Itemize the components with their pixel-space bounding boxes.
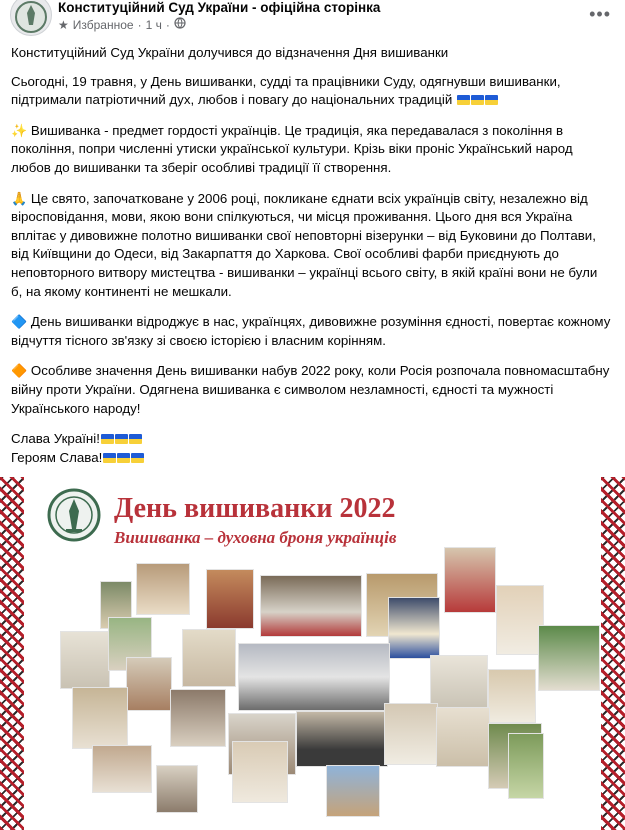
paragraph-5-text: Особливе значення День вишиванки набув 2022 року, коли Росія розпочала повномасштабну війну проти України. Одягнена вишиванка є символом незламності, єдності та мужності Українського народу! [11, 363, 610, 416]
globe-icon [174, 17, 186, 32]
meta-separator: · [137, 17, 142, 32]
post-time[interactable]: 1 ч [145, 17, 162, 32]
ukraine-flag-icon [101, 434, 114, 444]
collage-photo [508, 733, 544, 799]
embroidery-border-left [0, 477, 24, 830]
collage-photo [296, 711, 388, 767]
collage-photo [496, 585, 544, 655]
ukraine-flag-icon [103, 453, 116, 463]
ukraine-flag-icon [457, 95, 470, 105]
post-paragraph-1 [11, 73, 611, 110]
ukraine-flag-icon [129, 434, 142, 444]
banner-subtitle: Вишиванка – духовна броня українців [114, 528, 397, 547]
slogan-1: Слава Україні! [11, 431, 100, 447]
collage-photo [538, 625, 600, 691]
collage-photo [238, 643, 390, 711]
collage-photo [72, 687, 128, 749]
more-options-icon[interactable]: ••• [589, 4, 611, 24]
collage-photo [232, 741, 288, 803]
orange-diamond-icon: 🔶 [11, 363, 28, 379]
post-meta [58, 17, 186, 32]
collage-photo [170, 689, 226, 747]
collage-photo [326, 765, 380, 817]
post-title: Конституційний Суд України долучився до відзначення Дня вишиванки [11, 45, 449, 60]
star-icon: ★ [58, 17, 69, 32]
ukraine-flag-icon [117, 453, 130, 463]
sparkles-icon: ✨ [11, 122, 28, 138]
collage-photo [260, 575, 362, 637]
banner-title: День вишиванки 2022 [114, 493, 396, 524]
collage-photo [388, 597, 440, 659]
court-logo-icon [46, 487, 102, 543]
collage-photo [430, 655, 488, 709]
separator-dot: · [165, 17, 170, 32]
paragraph-3-text: Це свято, започатковане у 2006 році, покликане єднати всіх українців світу, незалежно від віросповідання, мови, якою вони спілкуються, чи місця проживання. Цього дня вся Україна вплітає у дивовижне полотно вишиванки свої неповторні візерунки – від Буковини до Полтави, від Київщини до Одеси, від Закарпаття до Харкова. Свої особливі фарби приєднують до неповторного витвору мистецтва - вишиванки – українці всього світу, в якій країні вони не були б, на якому континенті не мешкали. [11, 190, 598, 299]
ukraine-flag-icon [131, 453, 144, 463]
embroidery-border-right [601, 477, 625, 830]
post-paragraph-4 [11, 313, 611, 350]
collage-photo [136, 563, 190, 615]
post-text [11, 44, 611, 508]
collage-photo [488, 669, 536, 723]
collage-photo [206, 569, 254, 629]
ukraine-flag-icon [485, 95, 498, 105]
ukraine-flag-icon [115, 434, 128, 444]
post-paragraph-5 [11, 362, 611, 418]
collage-photo [126, 657, 172, 711]
collage-photo [384, 703, 438, 765]
post-paragraph-2 [11, 122, 611, 178]
court-emblem-icon [11, 0, 51, 35]
page-avatar[interactable] [10, 0, 52, 36]
slogan-2: Героям Слава! [11, 449, 103, 465]
paragraph-1-text: Сьогодні, 19 травня, у День вишиванки, судді та працівники Суду, одягнувши вишиванки, підтримали патріотичний дух, любов і повагу до національних традицій [11, 73, 561, 108]
blue-diamond-icon: 🔷 [11, 314, 28, 330]
collage-photo [92, 745, 152, 793]
collage-photo [444, 547, 496, 613]
post-image[interactable] [0, 477, 625, 830]
post-slogans [11, 430, 611, 467]
collage-photo [436, 707, 490, 767]
collage-photo [156, 765, 198, 813]
paragraph-4-text: День вишиванки відроджує в нас, українцях, дивовижне розуміння єдності, повертає кожному відчуття тісного зв'язку зі своєю історією і власним корінням. [11, 314, 611, 348]
collage-photo [60, 631, 110, 689]
page-name-link[interactable]: Конституційний Суд України - офіційна сторінка [58, 0, 381, 15]
collage-photo [182, 629, 236, 687]
paragraph-2-text: Вишиванка - предмет гордості українців. Це традиція, яка передавалася з покоління в покоління, попри численні утиски української культури. Крізь віки проніс Український народ любов до вишиванки та зберіг особливі традиції її створення. [11, 122, 573, 175]
post-paragraph-3 [11, 190, 611, 302]
ukraine-flag-icon [471, 95, 484, 105]
favorites-label[interactable]: Избранное [72, 17, 134, 32]
folded-hands-icon: 🙏 [11, 190, 28, 206]
post-header [0, 0, 625, 40]
